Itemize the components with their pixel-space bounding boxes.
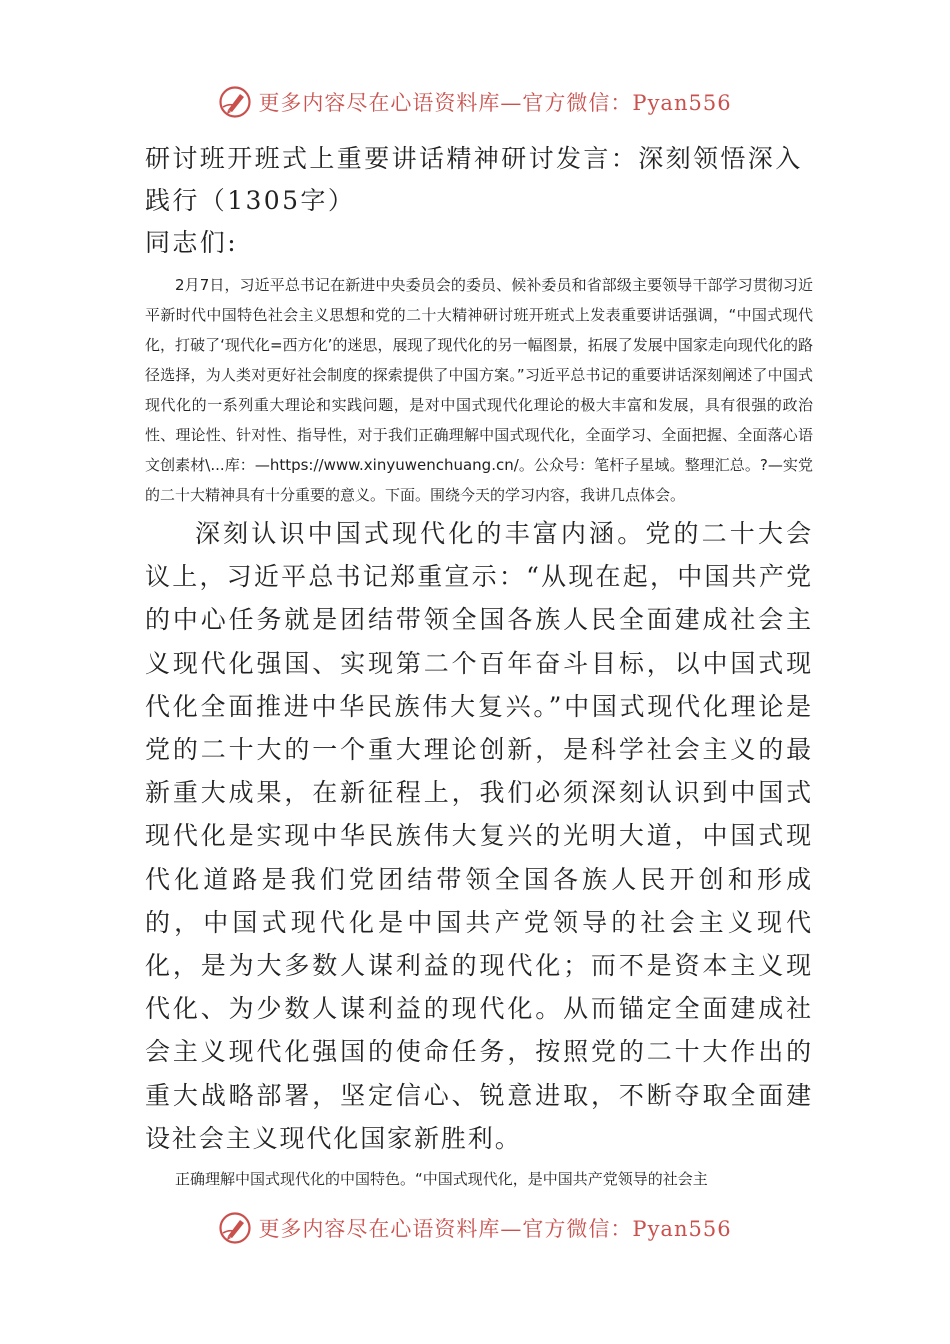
footer-banner-text: 更多内容尽在心语资料库—官方微信：Pyan556	[258, 1217, 732, 1241]
footer-banner	[0, 1208, 950, 1248]
greeting: 同志们:	[145, 228, 239, 257]
paragraph-intro: 2月7日，习近平总书记在新进中央委员会的委员、候补委员和省部级主要领导干部学习贯彻习近平新时代中国特色社会主义思想和党的二十大精神研讨班开班式上发表重要讲话强调，“中国式现代化，打破了‘现代化=西方化’的迷思，展现了现代化的另一幅图景，拓展了发展中国家走向现代化的路径选择，为人类对更好社会制度的探索提供了中国方案。”习近平总书记的重要讲话深刻阐述了中国式现代化的一系列重大理论和实践问题，是对中国式现代化理论的极大丰富和发展，具有很强的政治性、理论性、针对性、指导性，对于我们正确理解中国式现代化，全面学习、全面把握、全面落心语文创素材\...库：—https://www.xinyuwenchuang.cn/。公众号：笔杆子星域。整理汇总。?—实党的二十大精神具有十分重要的意义。下面。围绕今天的学习内容，我讲几点体会。	[145, 276, 813, 504]
header-banner-text: 更多内容尽在心语资料库—官方微信：Pyan556	[258, 91, 732, 115]
paragraph-main: 深刻认识中国式现代化的丰富内涵。党的二十大会议上，习近平总书记郑重宣示：“从现在起，中国共产党的中心任务就是团结带领全国各族人民全面建成社会主义现代化强国、实现第二个百年奋斗目标，以中国式现代化全面推进中华民族伟大复兴。”中国式现代化理论是党的二十大的一个重大理论创新，是科学社会主义的最新重大成果，在新征程上，我们必须深刻认识到中国式现代化是实现中华民族伟大复兴的光明大道，中国式现代化道路是我们党团结带领全国各族人民开创和形成的，中国式现代化是中国共产党领导的社会主义现代化，是为大多数人谋利益的现代化；而不是资本主义现代化、为少数人谋利益的现代化。从而锚定全面建成社会主义现代化强国的使命任务，按照党的二十大作出的重大战略部署，坚定信心、锐意进取，不断夺取全面建设社会主义现代化国家新胜利。	[145, 519, 813, 1153]
document-title: 研讨班开班式上重要讲话精神研讨发言：深刻领悟深入践行（1305字）	[145, 144, 803, 215]
paragraph-continued: 正确理解中国式现代化的中国特色。“中国式现代化，是中国共产党领导的社会主	[175, 1170, 708, 1189]
document-body	[145, 138, 813, 1194]
pen-logo-icon	[218, 1211, 252, 1245]
pen-logo-icon	[218, 85, 252, 119]
header-banner	[0, 82, 950, 122]
